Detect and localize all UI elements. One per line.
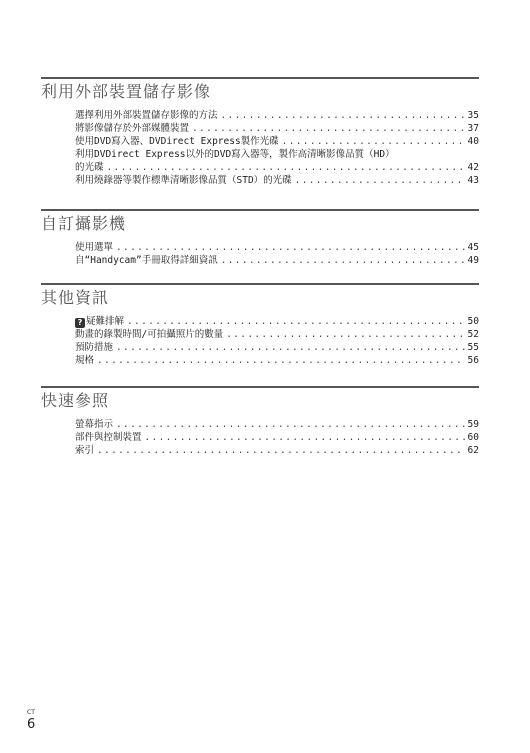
toc-section-quick-reference — [41, 386, 479, 457]
toc-entry-title: 疑難排解 — [86, 316, 125, 327]
toc-entry[interactable] — [75, 341, 479, 354]
dot-leader — [282, 135, 465, 148]
toc-entry[interactable] — [75, 328, 479, 341]
toc-entry[interactable] — [75, 109, 479, 122]
toc-entry-title: 將影像儲存於外部媒體裝置 — [75, 123, 190, 134]
toc-entry-title: 規格 — [75, 355, 95, 366]
toc-entry-title: 選擇利用外部裝置儲存影像的方法 — [75, 110, 218, 121]
toc-entry-title: 使用選單 — [75, 242, 114, 253]
toc-entry-title: 自“Handycam”手冊取得詳細資訊 — [75, 255, 218, 266]
section-title: 其他資訊 — [41, 288, 110, 307]
toc-entry-page: 40 — [467, 136, 479, 147]
dot-leader — [221, 254, 465, 267]
question-mark-icon: ? — [75, 318, 85, 328]
language-code: CT — [27, 709, 35, 716]
dot-leader — [295, 174, 465, 187]
toc-entry-title: 使用DVD寫入器、DVDirect Express製作光碟 — [75, 136, 279, 147]
toc-entry-page: 49 — [467, 255, 479, 266]
toc-entry-page: 62 — [467, 445, 479, 456]
toc-entry-title: 利用燒錄器等製作標準清晰影像品質（STD）的光碟 — [75, 175, 292, 186]
toc-entry-title: 的光碟 — [75, 162, 104, 173]
toc-entry[interactable] — [75, 354, 479, 367]
toc-entry[interactable] — [75, 135, 479, 148]
toc-entry[interactable] — [75, 241, 479, 254]
section-title: 快速參照 — [41, 391, 110, 410]
page-footer — [27, 709, 35, 732]
section-divider — [41, 386, 479, 388]
toc-section-customize — [41, 209, 479, 267]
dot-leader — [116, 341, 465, 354]
dot-leader — [226, 328, 464, 341]
toc-entry[interactable] — [75, 444, 479, 457]
toc-entry-title: 預防措施 — [75, 342, 114, 353]
toc-entry-page: 56 — [467, 355, 479, 366]
toc-entry-page: 43 — [467, 175, 479, 186]
page-number: 6 — [27, 717, 36, 732]
toc-entry[interactable] — [75, 431, 479, 444]
toc-entry[interactable] — [75, 315, 479, 328]
dot-leader — [192, 122, 465, 135]
toc-entry-title-line1: 利用DVDirect Express以外的DVD寫入器等，製作高清晰影像品質（HD） — [75, 149, 395, 160]
dot-leader — [97, 444, 465, 457]
section-divider — [41, 209, 479, 211]
toc-entry-page: 45 — [467, 242, 479, 253]
toc-entry-title: 動畫的錄製時間/可拍攝照片的數量 — [75, 329, 224, 340]
section-divider — [41, 77, 479, 79]
dot-leader — [116, 241, 465, 254]
toc-section-external-storage — [41, 77, 479, 187]
dot-leader — [107, 161, 465, 174]
dot-leader — [145, 431, 465, 444]
toc-entry-multiline[interactable] — [75, 148, 479, 174]
toc-entry-page: 52 — [467, 329, 479, 340]
toc-entry-page: 59 — [467, 419, 479, 430]
toc-entry-page: 35 — [467, 110, 479, 121]
toc-entry[interactable] — [75, 174, 479, 187]
dot-leader — [116, 418, 465, 431]
toc-entry[interactable] — [75, 254, 479, 267]
toc-entry-title: 螢幕指示 — [75, 419, 114, 430]
toc-entry-page: 50 — [467, 316, 479, 327]
dot-leader — [127, 315, 465, 328]
toc-entry-title: 索引 — [75, 445, 95, 456]
toc-entry-page: 42 — [467, 162, 479, 173]
section-divider — [41, 283, 479, 285]
dot-leader — [97, 354, 465, 367]
section-title: 自訂攝影機 — [41, 214, 127, 233]
toc-section-other-info — [41, 283, 479, 367]
toc-entry-page: 37 — [467, 123, 479, 134]
toc-entry-title: 部件與控制裝置 — [75, 432, 142, 443]
dot-leader — [221, 109, 465, 122]
toc-entry-page: 55 — [467, 342, 479, 353]
toc-entry-page: 60 — [467, 432, 479, 443]
section-title: 利用外部裝置儲存影像 — [41, 82, 212, 101]
toc-entry[interactable] — [75, 122, 479, 135]
toc-entry[interactable] — [75, 418, 479, 431]
